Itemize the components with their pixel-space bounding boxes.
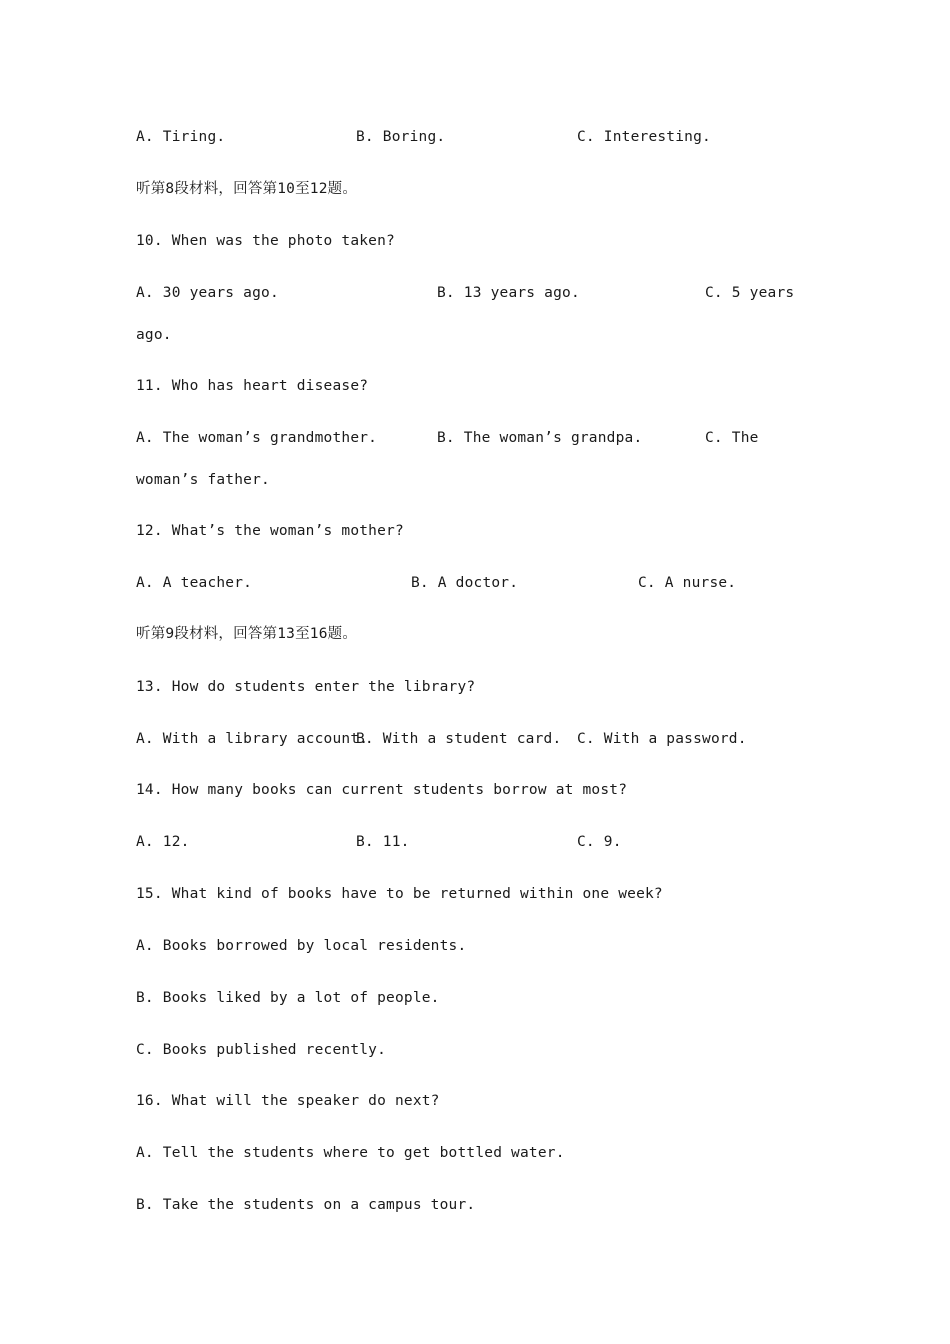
question-10-option-a: A. 30 years ago.: [136, 285, 279, 301]
question-13: 13. How do students enter the library?: [136, 679, 476, 695]
question-13-option-c: C. With a password.: [577, 731, 747, 747]
question-10-option-c: C. 5 years: [705, 285, 795, 301]
question-16-option-a: A. Tell the students where to get bottled water.: [136, 1145, 565, 1161]
question-15-option-c: C. Books published recently.: [136, 1042, 387, 1058]
question-12-option-c: C. A nurse.: [638, 575, 737, 591]
question-14-option-b: B. 11.: [356, 834, 410, 850]
question-12-option-a: A. A teacher.: [136, 575, 253, 591]
question-12: 12. What’s the woman’s mother?: [136, 523, 404, 539]
question-11-option-a: A. The woman’s grandmother.: [136, 430, 378, 446]
question-14: 14. How many books can current students borrow at most?: [136, 782, 628, 798]
question-9-option-b: B. Boring.: [356, 129, 446, 145]
question-10-option-c-continued: ago.: [136, 327, 172, 343]
question-9-option-a: A. Tiring.: [136, 129, 226, 145]
question-13-option-a: A. With a library account.: [136, 731, 369, 747]
question-10: 10. When was the photo taken?: [136, 233, 395, 249]
question-11: 11. Who has heart disease?: [136, 378, 369, 394]
question-11-option-c: C. The: [705, 430, 759, 446]
question-15-option-a: A. Books borrowed by local residents.: [136, 938, 467, 954]
question-9-option-c: C. Interesting.: [577, 129, 711, 145]
question-10-option-b: B. 13 years ago.: [437, 285, 580, 301]
question-11-option-c-continued: woman’s father.: [136, 472, 270, 488]
question-11-option-b: B. The woman’s grandpa.: [437, 430, 643, 446]
question-15: 15. What kind of books have to be returned within one week?: [136, 886, 663, 902]
question-12-option-b: B. A doctor.: [411, 575, 519, 591]
question-13-option-b: B. With a student card.: [356, 731, 562, 747]
question-14-option-a: A. 12.: [136, 834, 190, 850]
question-16: 16. What will the speaker do next?: [136, 1093, 440, 1109]
section-9-instruction: 听第9段材料，回答第13至16题。: [136, 626, 358, 642]
question-14-option-c: C. 9.: [577, 834, 622, 850]
question-15-option-b: B. Books liked by a lot of people.: [136, 990, 440, 1006]
section-8-instruction: 听第8段材料，回答第10至12题。: [136, 181, 358, 197]
question-16-option-b: B. Take the students on a campus tour.: [136, 1197, 476, 1213]
